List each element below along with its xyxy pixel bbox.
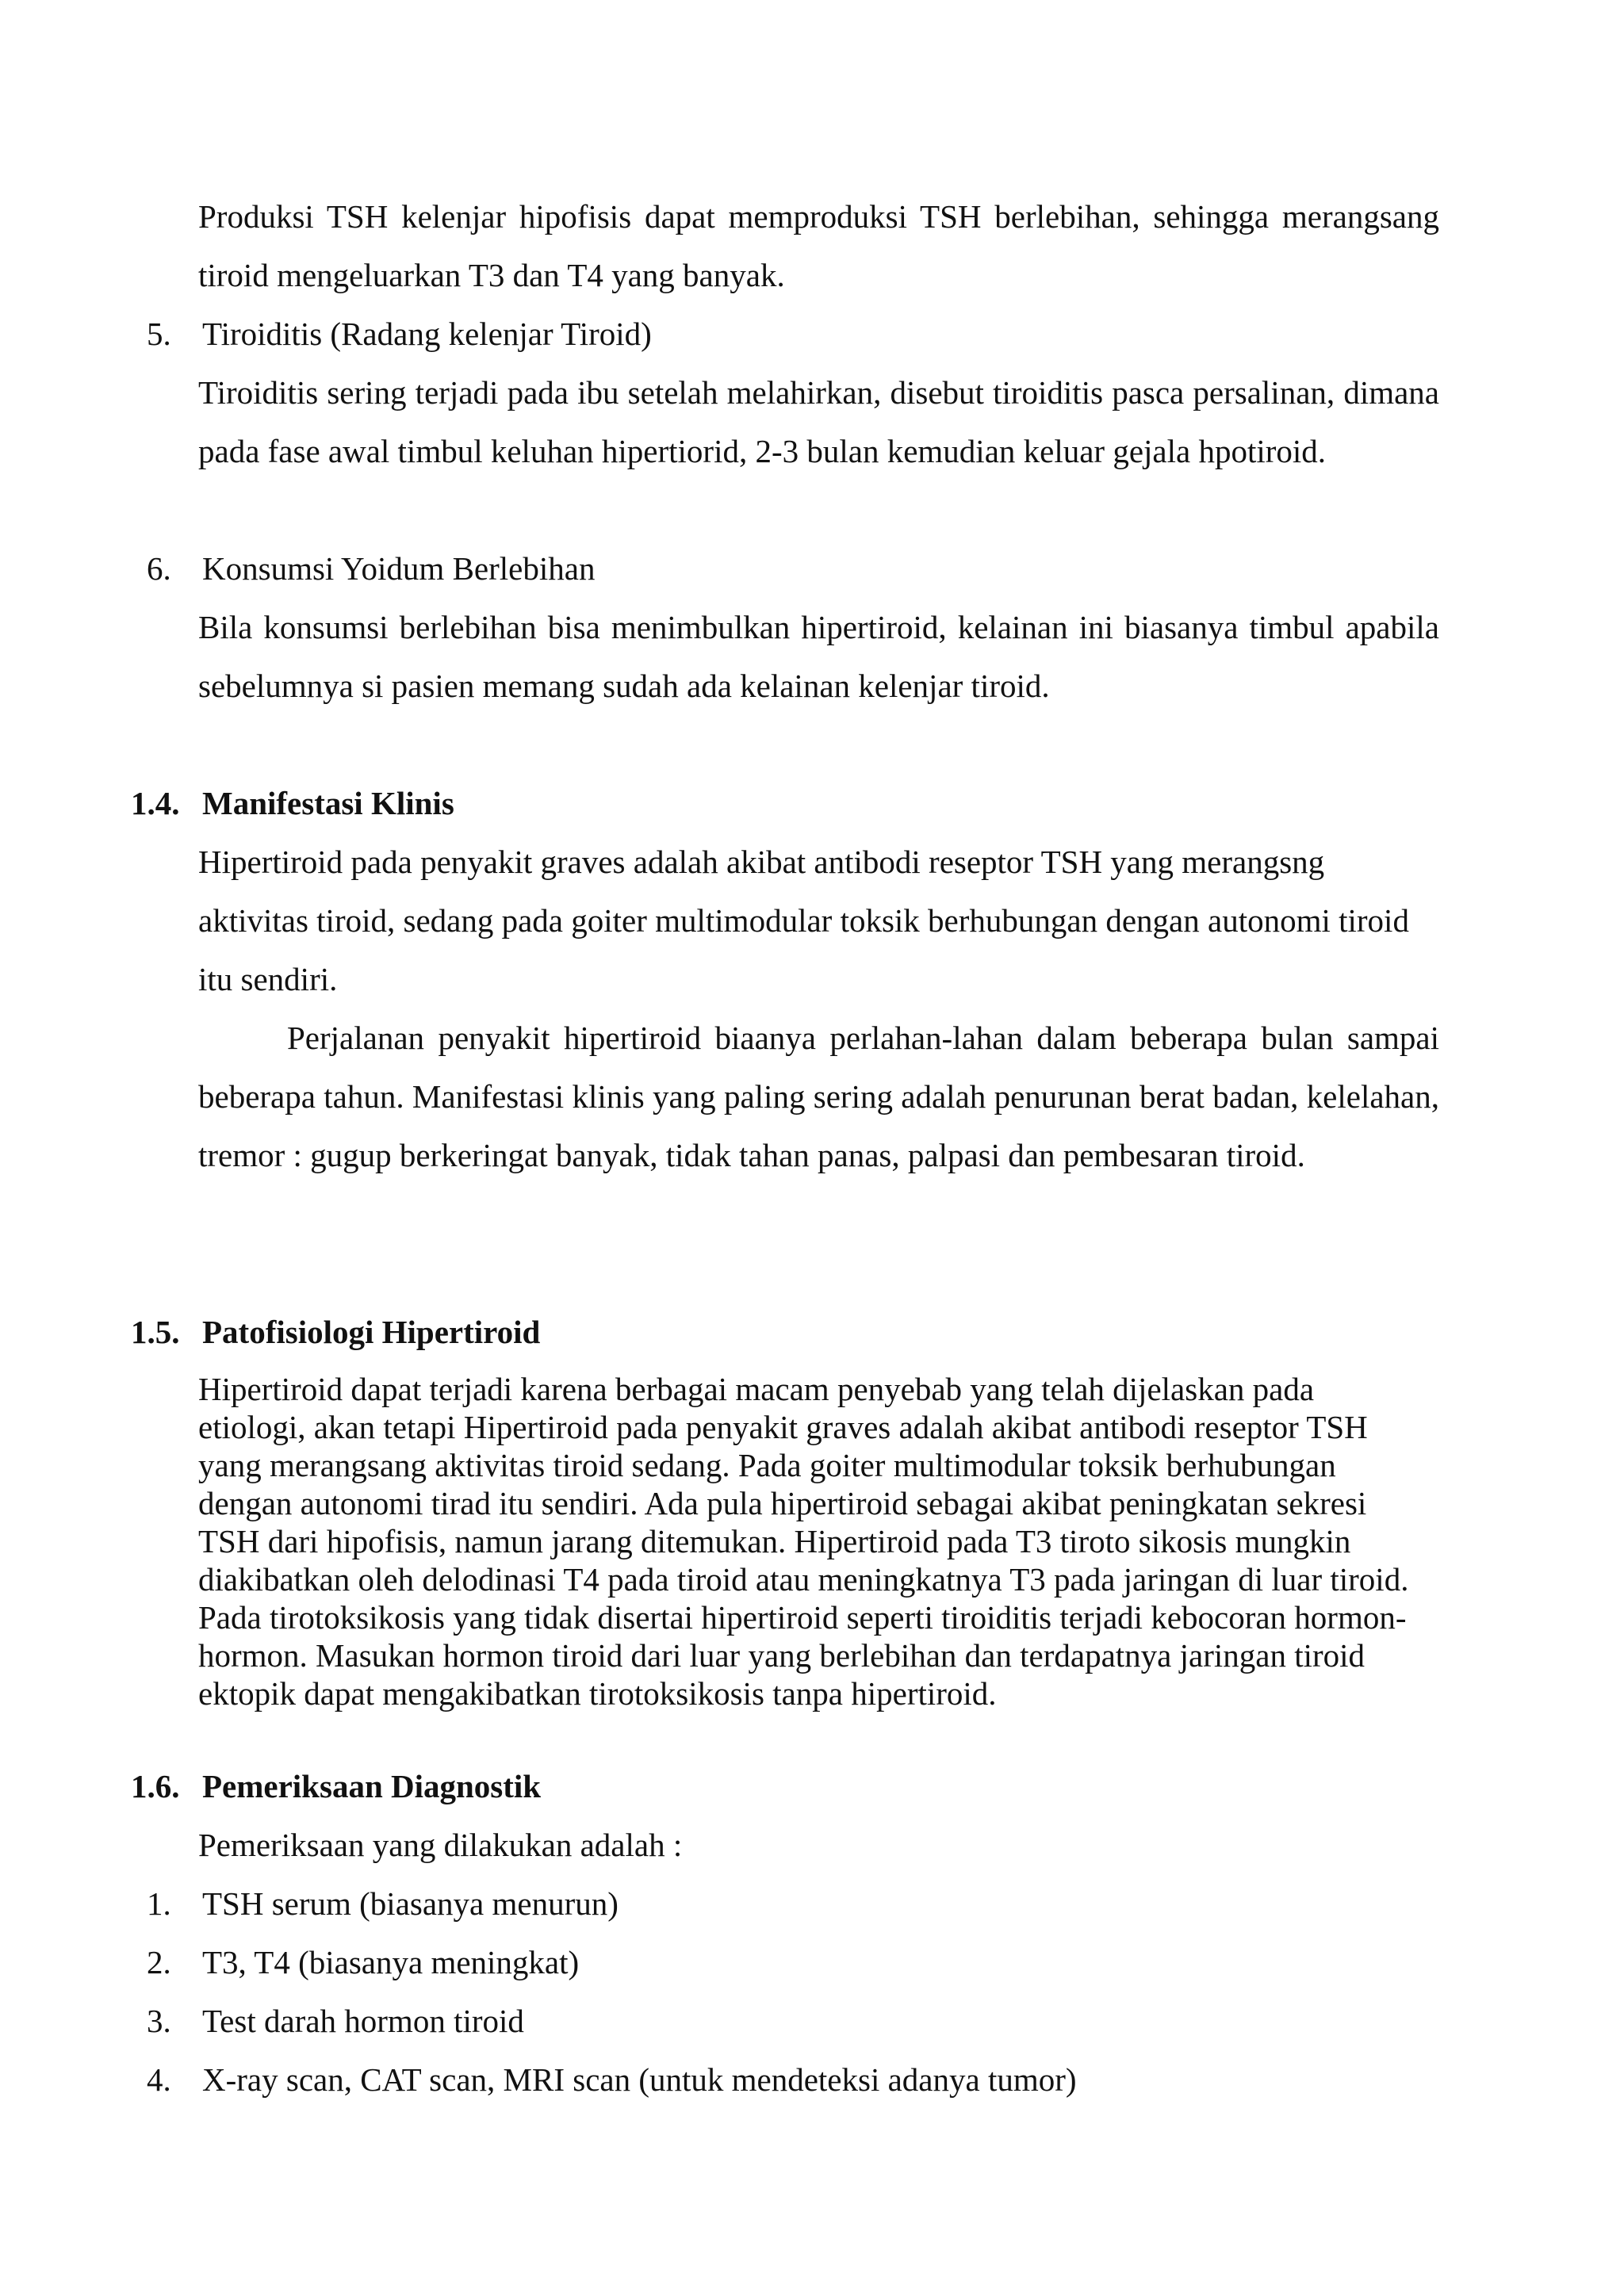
section-1-5-line: Pada tirotoksikosis yang tidak disertai hipertiroid seperti tiroiditis terjadi kebocoran hormon- [198, 1599, 1407, 1636]
intro-paragraph: Produksi TSH kelenjar hipofisis dapat memproduksi TSH berlebihan, sehingga merangsang tiroid mengeluarkan T3 dan T4 yang banyak. [198, 198, 1439, 293]
diagnostic-item-text: TSH serum (biasanya menurun) [202, 1885, 619, 1922]
diagnostic-item-number: 3. [147, 2003, 171, 2039]
diagnostic-item-text: X-ray scan, CAT scan, MRI scan (untuk mendeteksi adanya tumor) [202, 2061, 1077, 2098]
diagnostic-item-text: Test darah hormon tiroid [202, 2003, 524, 2039]
section-1-5-line: diakibatkan oleh delodinasi T4 pada tiroid atau meningkatnya T3 pada jaringan di luar tiroid. [198, 1561, 1409, 1598]
section-1-6-heading: Pemeriksaan Diagnostik [202, 1768, 542, 1804]
section-1-4-paragraph-2: Perjalanan penyakit hipertiroid biaanya perlahan-lahan dalam beberapa bulan sampai beberapa tahun. Manifestasi klinis yang paling sering adalah penurunan berat badan, kelelahan, tremor : gugup berkeringat banyak, tidak tahan panas, palpasi dan pembesaran tiroid. [198, 1020, 1439, 1173]
section-1-5-line: dengan autonomi tirad itu sendiri. Ada pula hipertiroid sebagai akibat peningkatan sekresi [198, 1485, 1367, 1521]
cause-number-6: 6. [147, 550, 171, 587]
section-1-4-line-3: itu sendiri. [198, 961, 338, 997]
section-1-4-line-2: aktivitas tiroid, sedang pada goiter multimodular toksik berhubungan dengan autonomi tiroid [198, 902, 1409, 939]
cause-text-5: Tiroiditis sering terjadi pada ibu setelah melahirkan, disebut tiroiditis pasca persalinan, dimana pada fase awal timbul keluhan hipertiorid, 2-3 bulan kemudian keluar gejala hpotiroid. [198, 374, 1439, 469]
section-1-5-line: hormon. Masukan hormon tiroid dari luar yang berlebihan dan terdapatnya jaringan tiroid [198, 1637, 1365, 1674]
section-1-4-line-1: Hipertiroid pada penyakit graves adalah akibat antibodi reseptor TSH yang merangsng [198, 844, 1325, 880]
cause-title-5: Tiroiditis (Radang kelenjar Tiroid) [202, 316, 652, 352]
section-1-5-number: 1.5. [131, 1314, 180, 1350]
cause-title-6: Konsumsi Yoidum Berlebihan [202, 550, 596, 587]
diagnostic-item-number: 1. [147, 1885, 171, 1922]
section-1-4-heading: Manifestasi Klinis [202, 785, 454, 821]
section-1-5-line: ektopik dapat mengakibatkan tirotoksikosis tanpa hipertiroid. [198, 1675, 997, 1712]
cause-number-5: 5. [147, 316, 171, 352]
cause-text-6: Bila konsumsi berlebihan bisa menimbulkan hipertiroid, kelainan ini biasanya timbul apabila sebelumnya si pasien memang sudah ada kelainan kelenjar tiroid. [198, 609, 1439, 704]
section-1-4-number: 1.4. [131, 785, 180, 821]
diagnostic-item-number: 2. [147, 1944, 171, 1980]
section-1-5-line: Hipertiroid dapat terjadi karena berbagai macam penyebab yang telah dijelaskan pada [198, 1371, 1315, 1407]
section-1-5-line: yang merangsang aktivitas tiroid sedang. Pada goiter multimodular toksik berhubungan [198, 1447, 1336, 1483]
section-1-5-heading: Patofisiologi Hipertiroid [202, 1314, 541, 1350]
diagnostic-item-number: 4. [147, 2061, 171, 2098]
diagnostic-item-text: T3, T4 (biasanya meningkat) [202, 1944, 580, 1980]
section-1-5-paragraph [198, 1370, 1467, 1712]
section-1-5-line: TSH dari hipofisis, namun jarang ditemukan. Hipertiroid pada T3 tiroto sikosis mungkin [198, 1523, 1351, 1559]
section-1-5-line: etiologi, akan tetapi Hipertiroid pada penyakit graves adalah akibat antibodi reseptor TSH [198, 1409, 1368, 1445]
section-1-6-intro: Pemeriksaan yang dilakukan adalah : [198, 1827, 683, 1863]
section-1-6-number: 1.6. [131, 1768, 180, 1804]
